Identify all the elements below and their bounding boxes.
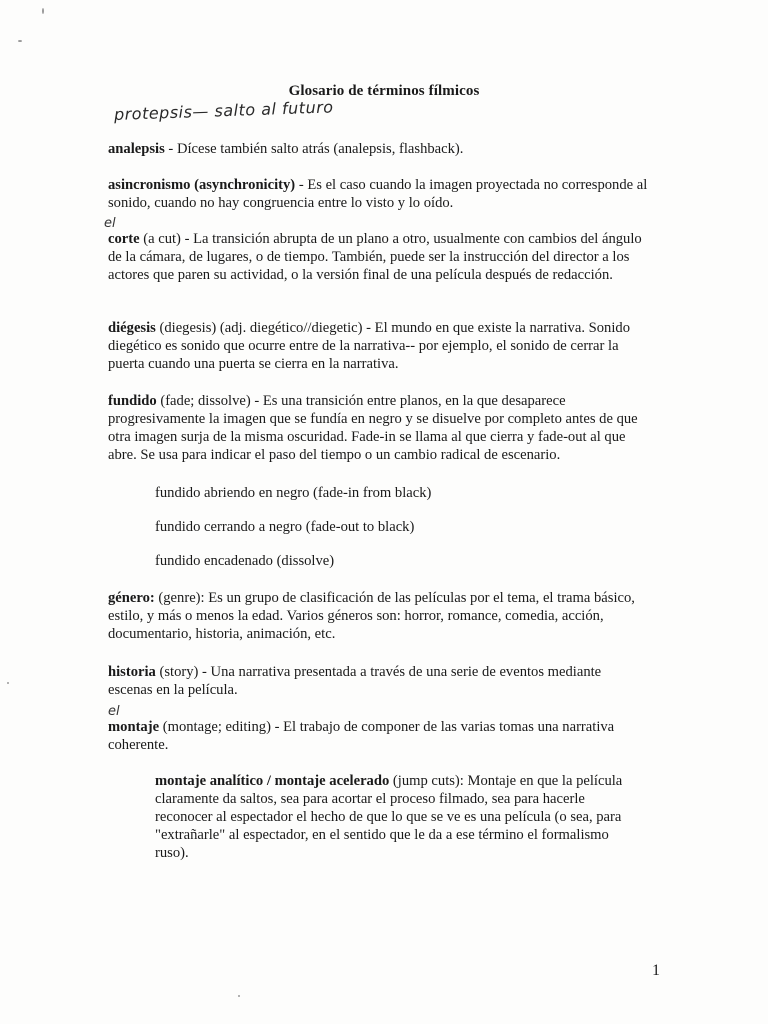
entry-definition: (jump cuts): Montaje en que la película claramente da saltos, sea para acortar el proceso filmado, sea para hacerle reconocer al espectador el hecho de que lo que se ve es una película (o sea, para "extrañarle" al espectador, en el sentido que le da a ese término el formalismo ruso).	[155, 773, 623, 861]
entry-definition: - Es el caso cuando la imagen proyectada no corresponde al sonido, cuando no hay congruencia entre lo visto y lo oído.	[108, 177, 648, 211]
glossary-entry-diegesis	[108, 319, 648, 373]
entry-term: diégesis	[108, 320, 156, 336]
entry-term: historia	[108, 664, 156, 680]
glossary-entry-historia	[108, 663, 648, 699]
glossary-entry-asincronismo	[108, 176, 648, 212]
entry-definition: (story) - Una narrativa presentada a través de una serie de eventos mediante escenas en la película.	[108, 664, 602, 698]
entry-term: montaje	[108, 719, 160, 735]
entry-definition: (fade; dissolve) - Es una transición entre planos, en la que desaparece progresivamente la imagen que se fundía en negro y se disuelve por completo antes de que otra imagen surja de la misma oscuridad. Fade-in se llama al que cierra y fade-out al que abre. Se usa para indicar el paso del tiempo o un cambio radical de escenario.	[108, 393, 638, 463]
page-number: 1	[652, 962, 660, 979]
entry-term: asincronismo (asynchronicity)	[108, 177, 296, 193]
entry-term: corte	[108, 231, 140, 247]
entry-term: montaje analítico / montaje acelerado	[155, 773, 390, 789]
scan-speck	[7, 682, 9, 684]
glossary-entry-fundido	[108, 392, 648, 464]
handwritten-note: protepsis— salto al futuro	[113, 97, 334, 124]
scan-speck	[238, 995, 240, 997]
entry-definition: (genre): Es un grupo de clasificación de las películas por el tema, el trama básico, estilo, y más o menos la edad. Varios géneros son: horror, romance, comedia, acción, documentario, historia, animación, etc.	[108, 590, 635, 642]
entry-definition: - Dícese también salto atrás (analepsis, flashback).	[164, 141, 464, 157]
entry-term: fundido	[108, 393, 157, 409]
margin-handwritten-mark: el	[104, 216, 116, 231]
glossary-subentry-montaje-analitico	[155, 772, 643, 862]
margin-handwritten-mark: el	[108, 704, 120, 719]
glossary-entry-analepsis	[108, 140, 648, 158]
entry-term: género:	[108, 590, 155, 606]
document-title: Glosario de términos fílmicos	[288, 83, 480, 99]
glossary-entry-genero	[108, 589, 648, 643]
scan-speck	[42, 8, 44, 14]
glossary-entry-corte	[108, 230, 648, 284]
fundido-subitem: fundido encadenado (dissolve)	[155, 553, 335, 569]
glossary-entry-montaje	[108, 718, 648, 754]
entry-definition: (diegesis) (adj. diegético//diegetic) - El mundo en que existe la narrativa. Sonido diegético es sonido que ocurre entre de la narrativa-- por ejemplo, el sonido de cerrar la puerta cuando una puerta se cierra en la narrativa.	[108, 320, 630, 372]
entry-definition: (a cut) - La transición abrupta de un plano a otro, usualmente con cambios del ángulo de la cámara, de lugares, o de tiempo. También, puede ser la instrucción del director a los actores que paren su actividad, o la versión final de una película después de redacción.	[108, 231, 642, 283]
entry-term: analepsis	[108, 141, 165, 157]
fundido-subitem: fundido abriendo en negro (fade-in from black)	[155, 485, 432, 501]
scan-speck	[18, 40, 22, 42]
fundido-subitem: fundido cerrando a negro (fade-out to black)	[155, 519, 415, 535]
entry-definition: (montage; editing) - El trabajo de componer de las varias tomas una narrativa coherente.	[108, 719, 615, 753]
